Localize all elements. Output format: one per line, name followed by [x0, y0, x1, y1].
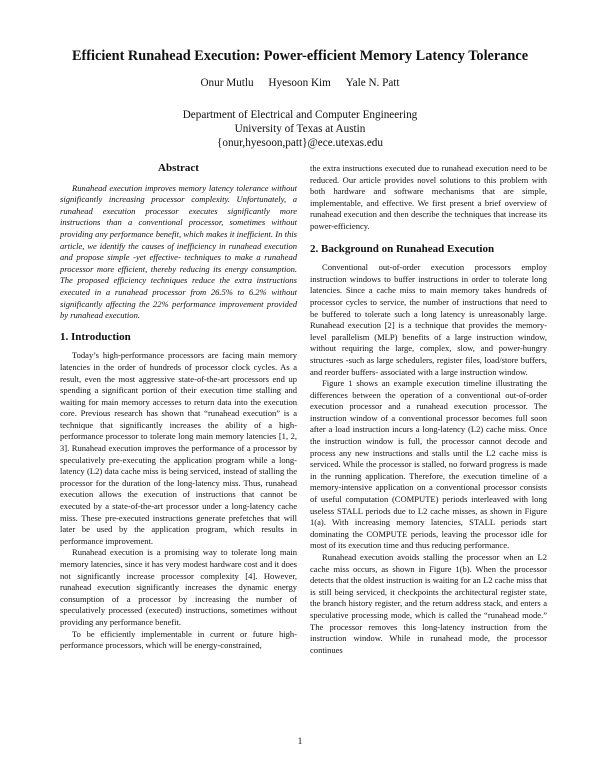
author-name: Hyesoon Kim	[268, 77, 331, 89]
author-name: Onur Mutlu	[200, 77, 254, 89]
abstract-body: Runahead execution improves memory latency tolerance without significantly increasing processor complexity. Unfortunately, a runahead execution processor executes significantly more instructions than a conventional processor, sometimes without providing any performance benefit, which makes it inefficient. In this article, we identify the causes of inefficiency in runahead execution and propose simple -yet effective- techniques to make a runahead processor more efficient, thereby reducing its energy consumption. The proposed efficiency techniques reduce the extra instructions executed in a runahead processor from 26.5% to 6.2% without significantly affecting the 22% performance improvement provided by runahead execution.	[60, 182, 297, 321]
paragraph: Conventional out-of-order execution processors employ instruction windows to buffer instructions in order to tolerate long latencies. Since a cache miss to main memory takes hundreds of processor cycles to service, the number of instructions that need to be buffered to tolerate such a long latency is unreasonably large. Runahead execution [2] is a technique that provides the memory-level parallelism (MLP) benefits of a large instruction window, without requiring the large, complex, slow, and power-hungry structures -such as large schedulers, register files, load/store buffers, and reorder buffers- associated with a large instruction window.	[310, 262, 547, 377]
paragraph: Today’s high-performance processors are facing main memory latencies in the order of hundreds of processor clock cycles. As a result, even the most aggressive state-of-the-art processors end up spending a significant portion of their execution time stalling and waiting for main memory accesses to return data into the execution core. Previous research has shown that “runahead execution” is a technique that significantly increases the ability of a high-performance processor to tolerate long main memory latencies [1, 2, 3]. Runahead execution improves the performance of a processor by speculatively pre-executing the application program while a long-latency (L2) data cache miss is being serviced, instead of stalling the processor for the duration of the long-latency miss. Thus, runahead execution allows the execution of instructions that cannot be executed by a state-of-the-art processor under a long-latency cache miss. These pre-executed instructions generate prefetches that will later be used by the application program, which results in performance improvement.	[60, 350, 297, 546]
section-heading-background: 2. Background on Runahead Execution	[310, 242, 495, 255]
section-heading-introduction: 1. Introduction	[60, 330, 131, 343]
affiliation-department: Department of Electrical and Computer Engineering	[182, 109, 418, 121]
affiliation-email: {onur,hyesoon,patt}@ece.utexas.edu	[217, 137, 383, 149]
right-column	[310, 163, 547, 656]
paragraph: the extra instructions executed due to runahead execution need to be reduced. Our article provides novel solutions to this problem with both hardware and software mechanisms that are simple, implementable, and effective. We first present a brief overview of runahead execution and then describe the techniques that increase its power-efficiency.	[310, 163, 547, 231]
paragraph: To be efficiently implementable in current or future high-performance processors, which will be energy-constrained,	[60, 628, 297, 651]
left-column	[60, 163, 297, 652]
author-name: Yale N. Patt	[345, 77, 400, 89]
abstract-heading: Abstract	[158, 162, 199, 174]
author-list	[0, 77, 600, 89]
paper-title: Efficient Runahead Execution: Power-efficient Memory Latency Tolerance	[71, 48, 529, 64]
paragraph: Runahead execution avoids stalling the processor when an L2 cache miss occurs, as shown in Figure 1(b). When the processor detects that the oldest instruction is waiting for an L2 cache miss that is still being serviced, it checkpoints the architectural register state, the branch history register, and the return address stack, and enters a speculative processing mode, which is called the “runahead mode.” The processor removes this long-latency instruction from the instruction window. While in runahead mode, the processor continues	[310, 552, 547, 655]
page-number: 1	[297, 737, 303, 747]
paragraph: Runahead execution is a promising way to tolerate long main memory latencies, since it has very modest hardware cost and it does not significantly increase processor complexity [4]. However, runahead execution significantly increases the dynamic energy consumption of a processor by increasing the number of speculatively processed (executed) instructions, sometimes without providing any performance benefit.	[60, 547, 297, 627]
affiliation	[0, 108, 600, 150]
paragraph: Figure 1 shows an example execution timeline illustrating the differences between the operation of a conventional out-of-order execution processor and a runahead execution processor. The instruction window of a conventional processor becomes full soon after a load instruction incurs a long-latency (L2) cache miss. Once the instruction window is full, the processor cannot decode and process any new instructions and stalls until the L2 cache miss is serviced. While the processor is stalled, no forward progress is made in the running application. Therefore, the execution timeline of a memory-intensive application on a conventional processor consists of useful computation (COMPUTE) periods interleaved with long useless STALL periods due to L2 cache misses, as shown in Figure 1(a). With increasing memory latencies, STALL periods start dominating the COMPUTE periods, leaving the processor idle for most of its execution time and thus reducing performance.	[310, 378, 547, 551]
affiliation-university: University of Texas at Austin	[234, 123, 366, 135]
